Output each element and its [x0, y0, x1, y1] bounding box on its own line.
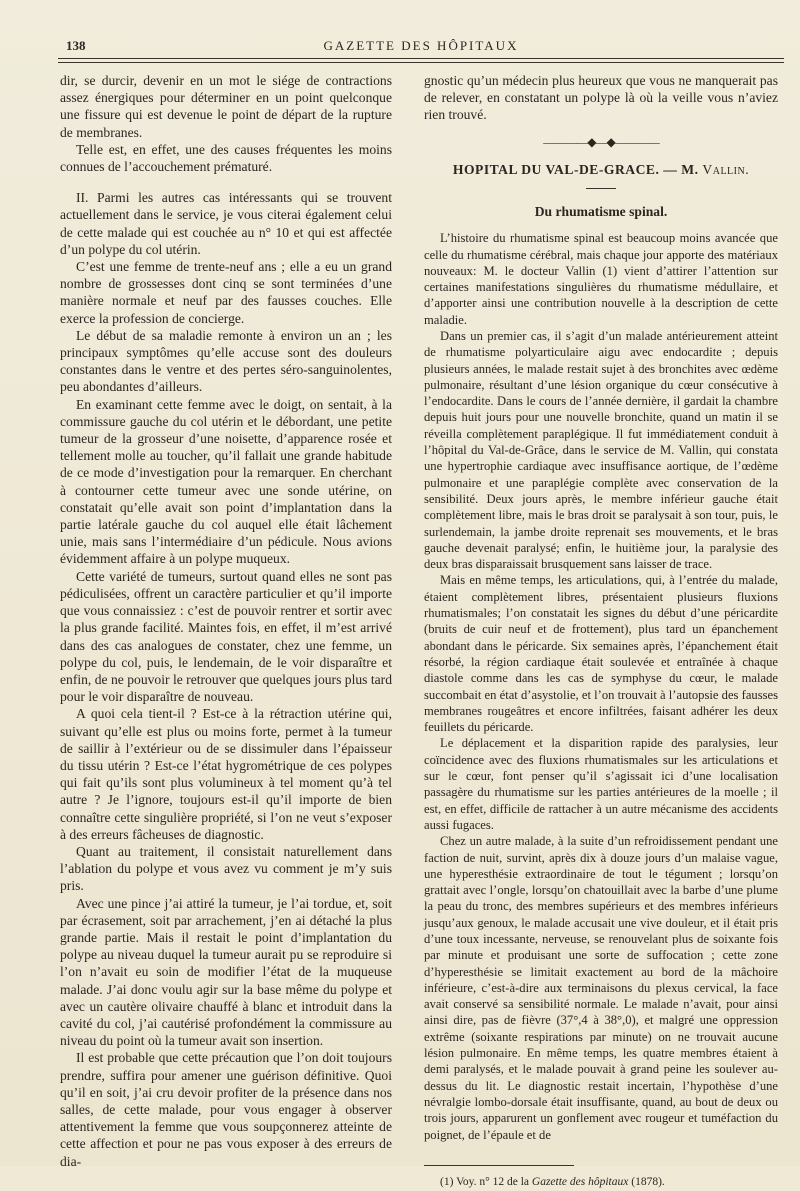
paragraph: Avec une pince j’ai attiré la tumeur, je l’ai tordue, et, soit par écrasement, soit par arrachement, j’en ai détaché la plus grande partie. Mais il restait le point d’implantation du polype au niveau duquel la tumeur aurait pu se reproduire si l’on n’avait eu soin de modifier l’état de la muqueuse malade. J’ai donc voulu agir sur la base même du polype et avec un cautère olivaire chauffé à blanc et introduit dans la cavité du col, j’ai cautérisé profondément la commissure au niveau du point où la tumeur avait son insertion. — [60, 895, 392, 1049]
paragraph: dir, se durcir, devenir en un mot le siége de contractions assez énergiques pour déterminer en un point quelconque une fissure qui est devenue le point de départ de la rupture de membranes. — [60, 73, 392, 140]
left-column — [60, 72, 392, 1170]
footnote — [424, 1174, 778, 1191]
article-body — [424, 230, 778, 1143]
short-rule — [586, 188, 616, 189]
header-rule — [58, 58, 784, 59]
paragraph: Quant au traitement, il consistait naturellement dans l’ablation du polype et vous avez vu comment je m’y suis pris. — [60, 843, 392, 894]
hospital-author: Vallin. — [702, 161, 750, 177]
paragraph: Le déplacement et la disparition rapide des paralysies, leur coïncidence avec des fluxions rhumatismales sur les articulations et sur le cœur, font penser qu’il s’agissait ici d’une localisation passagère du rhumatisme sur les parties antérieures de la moelle ; il est, en effet, difficile de rattacher à un autre mécanisme des accidents aussi fugaces. — [424, 736, 778, 832]
hospital-title: HOPITAL DU VAL-DE-GRACE. — M. — [452, 161, 699, 177]
section-separator: ————◆—◆———— — [543, 134, 659, 149]
paragraph: II. Parmi les autres cas intéressants qui se trouvent actuellement dans le service, je vous citerai également celui de cette malade qui est couchée au n° 10 et qui est affectée d’un polype du col utérin. — [60, 190, 392, 257]
paragraph: gnostic qu’un médecin plus heureux que vous ne manquerait pas de relever, en constatant un polype là où la veille vous n’aviez rien trouvé. — [424, 73, 778, 123]
paragraph: C’est une femme de trente-neuf ans ; elle a eu un grand nombre de grossesses dont cinq se sont terminées d’une manière normale et neuf par des fausses couches. Elle exerce la profession de concierge. — [60, 259, 392, 326]
journal-title: GAZETTE DES HÔPITAUX — [323, 38, 519, 53]
footnote-suffix: (1878). — [631, 1175, 665, 1188]
paragraph: Cette variété de tumeurs, surtout quand elles ne sont pas pédiculisées, offrent un caractère particulier et qu’il importe que vous connaissiez : c’est de pouvoir rentrer et sortir avec la plus grande facilité. Maintes fois, en effet, il m’est arrivé dans des cas analogues de constater, chez une femme, un polype du col, puis, le lendemain, de le voir disparaître et enfin, de ne pouvoir le retrouver que quelques jours plus tard pour le voir disparaître de nouveau. — [60, 568, 392, 705]
paragraph: Mais en même temps, les articulations, qui, à l’entrée du malade, étaient complètement libres, présentaient plusieurs fluxions rhumatismales; l’on constatait les signes du début d’une péricardite (bruits de cuir neuf et de frottement), plus tard un épanchement abondant dans le péricarde. Six semaines après, l’épanchement était résorbé, la région cardiaque était soulevée et entraînée à chaque diastole comme dans les cas de symphyse du cœur, le malade succombait en état d’asystolie, et l’on trouvait à l’autopsie des fausses membranes rougeâtres et encore infiltrées, faisant adhérer les deux feuillets du péricarde. — [424, 573, 778, 735]
paragraph: En examinant cette femme avec le doigt, on sentait, à la commissure gauche du col utérin et le débordant, une petite tumeur de la grosseur d’une noisette, d’apparence rosée et tellement molle au toucher, qu’il fallait une grande habitude de ce mode d’investigation pour la remarquer. En cherchant à contourner cette tumeur avec une sonde utérine, on constatait qu’elle avait son point d’implantation dans la partie latérale gauche du col auquel elle était lâchement unie, mais sans l’intermédiaire d’un pédicule. Nous avions évidemment affaire à un polype muqueux. — [60, 396, 392, 567]
right-column — [424, 72, 778, 1191]
paragraph: Dans un premier cas, il s’agit d’un malade antérieurement atteint de rhumatisme polyarticulaire aigu avec endocardite ; depuis plusieurs années, le malade restait sujet à des bronchites avec œdème pulmonaire, résultant d’une lésion organique du cœur consécutive à l’endocardite. Dans le cours de l’année dernière, il gardait la chambre depuis huit jours pour une nouvelle bronchite, quand un matin il se réveilla complètement paraplégique. Il fut immédiatement conduit à l’hôpital du Val-de-Grâce, dans le service de M. Vallin, qui constata une hypertrophie cardiaque avec insuffisance aortique, de l’œdème pulmonaire et une paraplégie complète avec conservation de la sensibilité. Deux jours après, le membre inférieur gauche était complètement libre, mais le bras droit se paralysait à son tour, puis, le surlendemain, la jambe droite reprenait ses mouvements, et le bras gauche devenait paralysé; enfin, le huitième jour, la paralysie des deux bras disparaissait brusquement sans laisser de trace. — [424, 329, 778, 572]
paragraph: Chez un autre malade, à la suite d’un refroidissement pendant une faction de nuit, survint, après dix à douze jours d’un malaise vague, une hyperesthésie extraordinaire de tout le tégument ; lorsqu’on grattait avec l’ongle, lorsqu’on chatouillait avec la barbe d’une plume la peau du tronc, des membres supérieurs et des membres inférieurs jusqu’aux genoux, le malade accusait une vive douleur, et il était pris d’une toux incessante, nerveuse, se renouvelant plus de soixante fois par minute et produisant une sorte de suffocation ; cette zone d’hyperesthésie se limitait exactement au bord de la mâchoire inférieure, c’est-à-dire aux terminaisons du plexus cervical, la face avait conservé sa sensibilité normale. Le malade n’avait, pour ainsi ainsi dire, pas de fièvre (37°,4 à 38°,0), et malgré une oppression extrême (soixante respirations par minute) on ne trouvait aucune lésion pulmonaire. En même temps, les quatre membres étaient à demi paralysés, et le malade pouvait à grand peine les soulever au-dessus du lit. Le diagnostic restait incertain, l’hypothèse d’une névralgie lombo-dorsale était insuffisante, quand, au bout de deux ou trois jours, apparurent un gonflement avec rougeur et tuméfaction du poignet, de l’épaule et de — [424, 834, 778, 1142]
article-title: Du rhumatisme spinal. — [534, 204, 668, 220]
paragraph: Telle est, en effet, une des causes fréquentes les moins connues de l’accouchement prématuré. — [60, 141, 392, 175]
paragraph: Il est probable que cette précaution que l’on doit toujours prendre, suffira pour amener une guérison définitive. Quoi qu’il en soit, j’ai cru devoir profiter de la présence dans nos salles, de cette malade, pour vous engager à observer attentivement la femme que vous soupçonnerez atteinte de cette affection et pour ne pas vous exposer à des erreurs de dia- — [60, 1050, 392, 1169]
page-number: 138 — [66, 38, 86, 53]
paragraph: Le début de sa maladie remonte à environ un an ; les principaux symptômes qu’elle accuse sont des douleurs constantes dans le ventre et des pertes séro-sanguinolentes, peu abondantes d’ailleurs. — [60, 327, 392, 395]
header-rule-double — [58, 62, 784, 63]
page-header — [58, 36, 784, 56]
footnote-prefix: (1) Voy. n° 12 de la — [440, 1175, 530, 1188]
footnote-journal: Gazette des hôpitaux — [531, 1175, 629, 1188]
hospital-heading — [424, 161, 778, 178]
paragraph: L’histoire du rhumatisme spinal est beaucoup moins avancée que celle du rhumatisme cérébral, mais chaque jour apporte des matériaux nouveaux: M. le docteur Vallin (1) vient d’attirer l’attention sur certaines manifestations singulières du rhumatisme médullaire, et d’apporter ainsi une contribution nouvelle à la description de cette maladie. — [424, 231, 778, 327]
paragraph: A quoi cela tient-il ? Est-ce à la rétraction utérine qui, suivant qu’elle est plus ou moins forte, permet à la tumeur de saillir à l’extérieur ou de se dissimuler dans l’épaisseur du tissu utérin ? Est-ce l’état hygrométrique de ces polypes qui fait qu’ils sont plus volumineux à tel moment qu’à tel autre ? Je l’ignore, toujours est-il qu’il importe de bien connaître cette singulière propriété, si l’on ne veut s’exposer à des erreurs fâcheuses de diagnostic. — [60, 706, 392, 842]
